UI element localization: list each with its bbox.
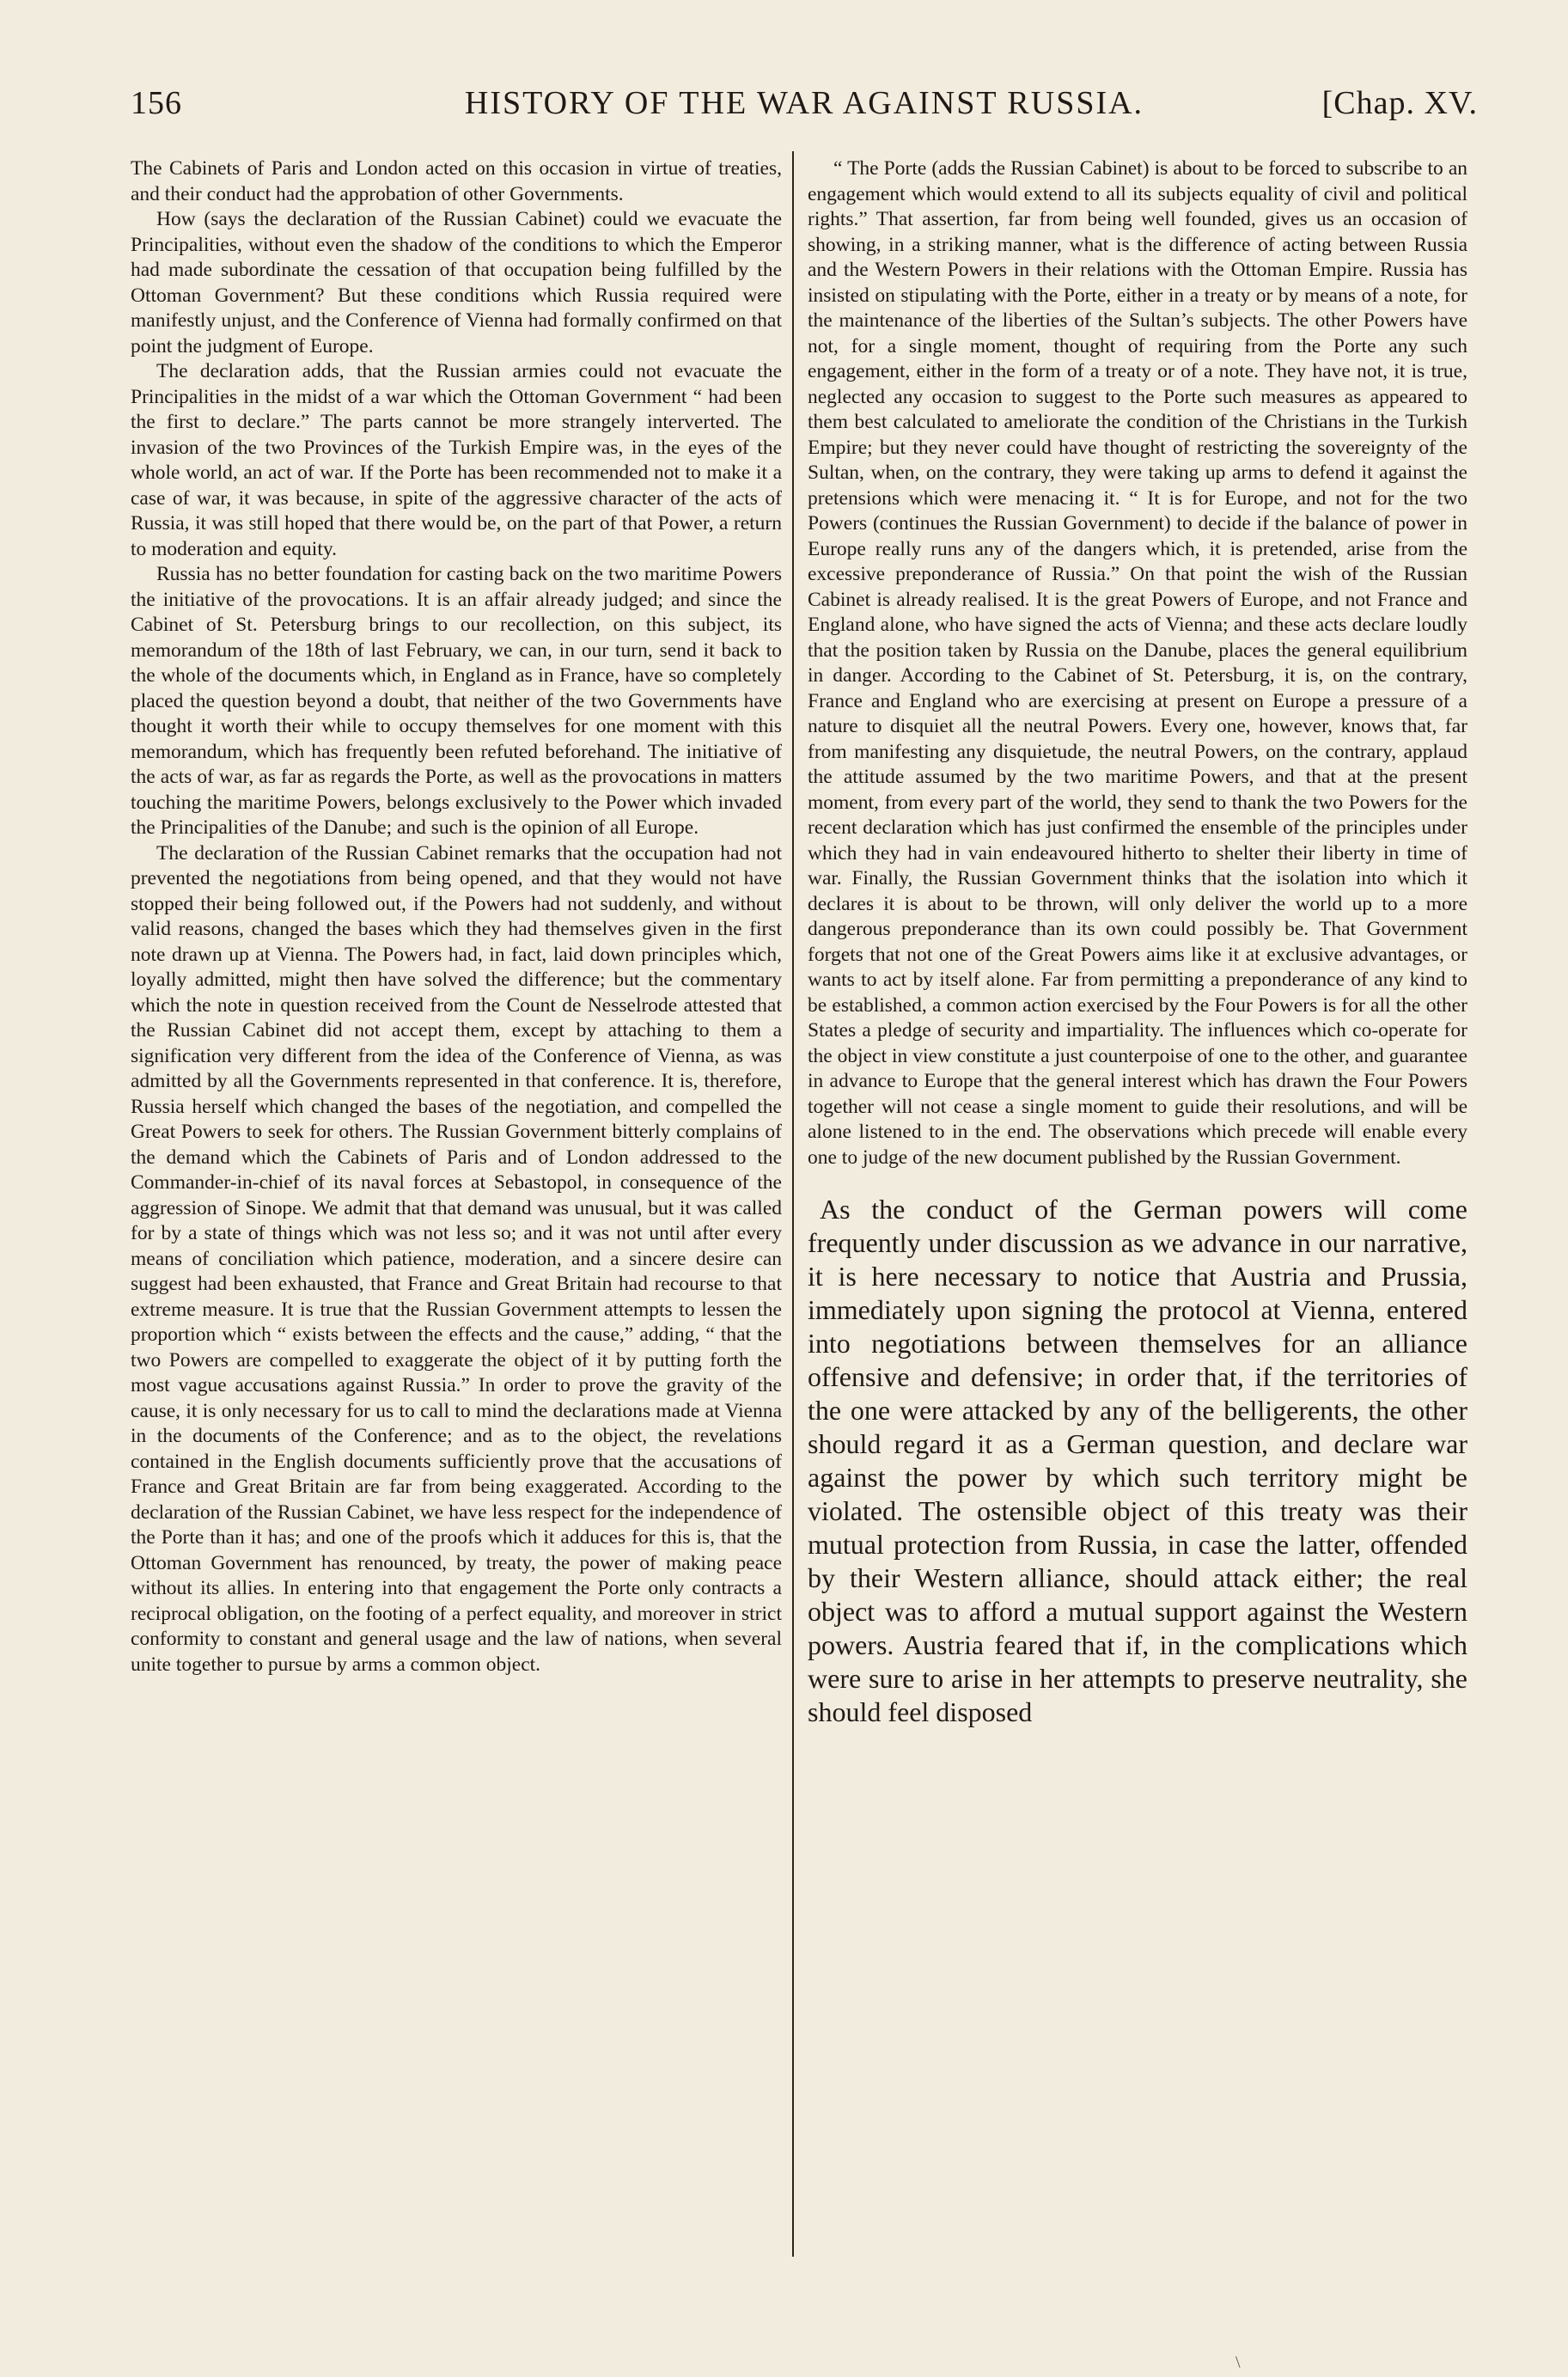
left-column [131, 156, 782, 1677]
paragraph: “ The Porte (adds the Russian Cabinet) is about to be forced to subscribe to an engagement which would extend to all its subjects equality of civil and political rights.” That assertion, far from being well founded, gives us an occasion of showing, in a striking manner, what is the difference of acting between Russia and the Western Powers in their relations with the Ottoman Empire. Russia has insisted on stipulating with the Porte, either in a treaty or by means of a note, for the maintenance of the liberties of the Sultan’s subjects. The other Powers have not, for a single moment, thought of requiring from the Porte any such engagement, either in the form of a treaty or of a note. They have not, it is true, neglected any occasion to suggest to the Porte such measures as appeared to them best calculated to ameliorate the condition of the Christians in the Turkish Empire; but they never could have thought of restricting the sovereignty of the Sultan, when, on the contrary, they were taking up arms to defend it against the pretensions which were menacing it. “ It is for Europe, and not for the two Powers (continues the Russian Government) to decide if the balance of power in Europe really runs any of the dangers which, it is pretended, arise from the excessive preponderance of Russia.” On that point the wish of the Russian Cabinet is already realised. It is the great Powers of Europe, and not France and England alone, who have signed the acts of Vienna; and these acts declare loudly that the position taken by Russia on the Danube, places the general equilibrium in danger. According to the Cabinet of St. Petersburg, it is, on the contrary, France and England who are exercising at present on Europe a pressure of a nature to disquiet all the neutral Powers. Every one, however, knows that, far from manifesting any disquietude, the neutral Powers, on the contrary, applaud the attitude assumed by the two maritime Powers, and that at the present moment, from every part of the world, they send to thank the two Powers for the recent declaration which has just confirmed the ensemble of the principles under which they had in vain endeavoured hitherto to shelter their liberty in time of war. Finally, the Russian Government thinks that the isolation into which it declares it is about to be thrown, will only deliver the world up to a more dangerous preponderance than its own could possibly be. That Government forgets that not one of the Great Powers aims like it at exclusive advantages, or wants to act by itself alone. Far from permitting a preponderance of any kind to be established, a common action exercised by the Four Powers is for all the other States a pledge of security and impartiality. The influences which co-operate for the object in view constitute a just counterpoise of one to the other, and guarantee in advance to Europe that the general interest which has drawn the Four Powers together will not cease a single moment to guide their resolutions, and will be alone listened to in the end. The observations which precede will enable every one to judge of the new document published by the Russian Government. [808, 157, 1467, 1169]
column-divider [792, 151, 794, 2257]
narrative-paragraph: As the conduct of the German powers will come frequently under discussion as we advance in our narrative, it is here necessary to notice that Austria and Prussia, immediately upon signing the protocol at Vienna, entered into negotiations between themselves for an alliance offensive and defensive; in order that, if the territories of the one were attacked by any of the belligerents, the other should regard it as a German question, and declare war against the power by which such territory might be violated. The ostensible object of this treaty was their mutual protection from Russia, in case the latter, offended by their Western alliance, should attack either; the real object was to afford a mutual support against the Western powers. Austria feared that if, in the complications which were sure to arise in her attempts to preserve neutrality, she should feel disposed [808, 1194, 1467, 1727]
paragraph: How (says the declaration of the Russian Cabinet) could we evacuate the Principalities, without even the shadow of the conditions to which the Emperor had made subordinate the cessation of that occupation being fulfilled by the Ottoman Government? But these conditions which Russia required were manifestly unjust, and the Conference of Vienna had formally confirmed on that point the judgment of Europe. [131, 208, 782, 357]
paragraph: The declaration adds, that the Russian armies could not evacuate the Principalities in the midst of a war which the Ottoman Government “ had been the first to declare.” The parts cannot be more strangely interverted. The invasion of the two Provinces of the Turkish Empire was, in the eyes of the whole world, an act of war. If the Porte has been recommended not to make it a case of war, it was because, in spite of the aggressive character of the acts of Russia, it was still hoped that there would be, on the part of that Power, a return to moderation and equity. [131, 360, 782, 560]
paragraph: Russia has no better foundation for casting back on the two maritime Powers the initiative of the provocations. It is an affair already judged; and since the Cabinet of St. Petersburg brings to our recollection, on this subject, its memorandum of the 18th of last February, we can, in our turn, send it back to the whole of the documents which, in England as in France, have so completely placed the question beyond a doubt, that neither of the two Governments have thought it worth their while to occupy themselves for one moment with this memorandum, which has frequently been refuted beforehand. The initiative of the acts of war, as far as regards the Porte, as well as the provocations in matters touching the maritime Powers, belongs exclusively to the Power which invaded the Principalities of the Danube; and such is the opinion of all Europe. [131, 563, 782, 839]
chapter-label: [Chap. XV. [1321, 85, 1478, 121]
footer-mark: \ [1235, 2353, 1241, 2372]
running-title: HISTORY OF THE WAR AGAINST RUSSIA. [464, 85, 1144, 121]
paragraph: The declaration of the Russian Cabinet remarks that the occupation had not prevented the negotiations from being opened, and that they would not have stopped their being followed out, if the Powers had not suddenly, and without valid reasons, changed the bases which they had themselves given in the first note drawn up at Vienna. The Powers had, in fact, laid down principles which, loyally admitted, might then have solved the difference; but the commentary which the note in question received from the Count de Nesselrode attested that the Russian Cabinet did not accept them, except by attaching to them a signification very different from the idea of the Conference of Vienna, as was admitted by all the Governments represented in that conference. It is, therefore, Russia herself which changed the bases of the negotiation, and compelled the Great Powers to seek for others. The Russian Government bitterly complains of the demand which the Cabinets of Paris and of London addressed to the Commander-in-chief of its naval forces at Sebastopol, in consequence of the aggression of Sinope. We admit that that demand was unusual, but it was called for by a state of things which was not less so; and it was not until after every means of conciliation which patience, moderation, and a sincere desire can suggest had been exhausted, that France and Great Britain had recourse to that extreme measure. It is true that the Russian Government attempts to lessen the proportion which “ exists between the effects and the cause,” adding, “ that the two Powers are compelled to exaggerate the object of it by putting forth the most vague accusations against Russia.” In order to prove the gravity of the cause, it is only necessary for us to call to mind the declarations made at Vienna in the documents of the Conference; and as to the object, the revelations contained in the English documents sufficiently prove that the accusations of France and Great Britain are far from being exaggerated. According to the declaration of the Russian Cabinet, we have less respect for the independence of the Porte than it has; and one of the proofs which it adduces for this is, that the Ottoman Government has renounced, by treaty, the power of making peace without its allies. In entering into that engagement the Porte only contracts a reciprocal obligation, on the footing of a perfect equality, and moreover in strict conformity to constant and general usage and the law of nations, when several unite together to pursue by arms a common object. [131, 841, 782, 1676]
running-header [131, 84, 1478, 132]
right-column [808, 156, 1467, 1729]
paragraph: The Cabinets of Paris and London acted on this occasion in virtue of treaties, and their conduct had the approbation of other Governments. [131, 157, 782, 205]
page-number: 156 [131, 85, 182, 121]
